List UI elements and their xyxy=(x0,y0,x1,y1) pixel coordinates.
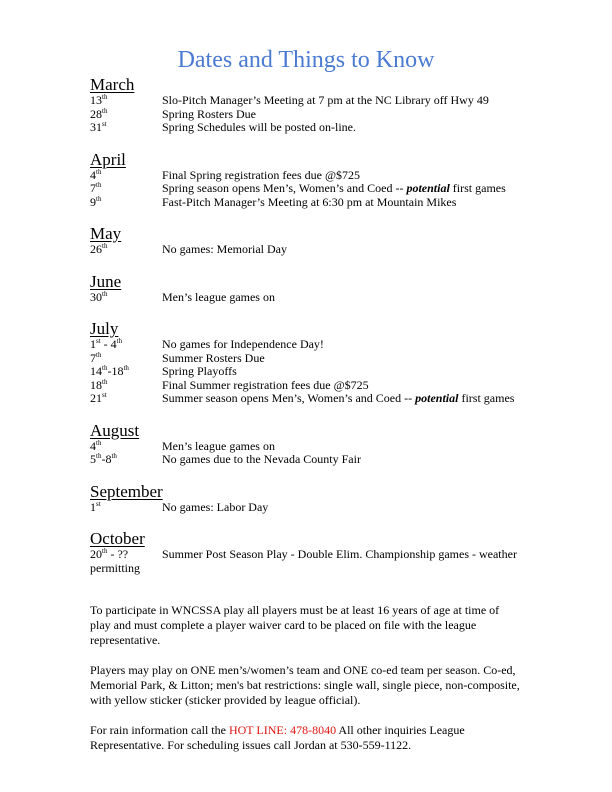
date-suffix: th xyxy=(96,438,102,447)
month-section-march xyxy=(90,76,540,135)
event-date xyxy=(90,501,101,515)
event-row xyxy=(90,338,540,352)
date-suffix: th xyxy=(102,106,108,115)
event-description: Summer Post Season Play - Double Elim. Championship games - weather xyxy=(162,547,517,561)
date-day: 18 xyxy=(90,377,102,392)
date-suffix: st xyxy=(96,499,101,508)
month-section-may xyxy=(90,225,540,257)
event-description: Slo-Pitch Manager’s Meeting at 7 pm at the NC Library off Hwy 49 xyxy=(162,93,489,107)
event-description: No games: Memorial Day xyxy=(162,242,287,256)
event-description: Spring Rosters Due xyxy=(162,106,256,121)
event-date xyxy=(90,196,101,210)
date-day: 30 xyxy=(90,289,102,304)
date-day-end: 18 xyxy=(111,364,124,378)
month-section-august xyxy=(90,422,540,467)
month-heading: March xyxy=(90,75,135,94)
event-row xyxy=(90,169,540,183)
date-range-separator: - xyxy=(107,364,112,378)
eligibility-note: To participate in WNCSSA play all players must be at least 16 years of age at time of play and must complete a player waiver card to be placed on file with the league representative. xyxy=(90,603,500,647)
date-range-separator: - xyxy=(100,337,111,351)
event-description: Men’s league games on xyxy=(162,289,275,304)
date-day-end: 4 xyxy=(110,337,117,351)
notes xyxy=(90,603,520,768)
date-day: 13 xyxy=(90,93,102,107)
date-suffix: th xyxy=(102,289,108,298)
event-description xyxy=(90,182,540,196)
date-day: 4 xyxy=(90,438,96,453)
date-suffix: th xyxy=(96,452,102,460)
date-day: 1 xyxy=(90,337,96,351)
event-row xyxy=(90,379,540,393)
event-emphasis: potential xyxy=(406,181,450,195)
month-section-september xyxy=(90,483,540,515)
months-list xyxy=(90,76,540,591)
contact-text-before: For rain information call the xyxy=(90,723,229,737)
event-row xyxy=(90,121,540,135)
date-suffix-end: th xyxy=(123,364,129,372)
date-suffix: th xyxy=(102,93,108,101)
month-heading: August xyxy=(90,420,140,440)
date-suffix: th xyxy=(102,547,108,555)
event-text-before: Spring season opens Men’s, Women’s and Coed -- xyxy=(162,181,407,195)
event-date xyxy=(90,379,107,393)
event-text-before: Summer season opens Men’s, Women’s and Coed -- xyxy=(162,391,416,405)
date-suffix: th xyxy=(102,364,108,372)
date-suffix: th xyxy=(96,350,102,359)
event-date xyxy=(90,392,107,406)
event-description xyxy=(90,392,540,406)
month-heading: June xyxy=(90,271,122,291)
event-row xyxy=(90,182,540,196)
date-day: 9 xyxy=(90,194,96,209)
date-suffix: st xyxy=(96,337,101,345)
date-day-end: ?? xyxy=(117,547,129,561)
event-row xyxy=(90,392,540,406)
event-description: No games due to the Nevada County Fair xyxy=(162,452,361,466)
event-row xyxy=(90,440,540,454)
month-heading: April xyxy=(90,149,126,169)
event-description: No games for Independence Day! xyxy=(162,337,324,351)
event-date xyxy=(90,453,117,467)
event-description: No games: Labor Day xyxy=(162,499,269,514)
date-day: 20 xyxy=(90,547,102,561)
event-row xyxy=(90,243,540,257)
event-date xyxy=(90,338,122,352)
event-description: Spring Playoffs xyxy=(162,364,237,378)
event-row xyxy=(90,548,540,562)
date-suffix: th xyxy=(102,242,108,250)
month-heading: May xyxy=(90,224,122,243)
team-restrictions-note: Players may play on ONE men’s/women’s team and ONE co-ed team per season. Co-ed, Memorial Park, & Litton; men's bat restrictions: single wall, single piece, non-composite, with yellow sticker (sticker provided by league official). xyxy=(90,663,520,707)
event-date xyxy=(90,291,107,305)
event-row xyxy=(90,291,540,305)
event-row xyxy=(90,453,540,467)
date-suffix-end: th xyxy=(111,452,117,460)
event-description: Final Spring registration fees due @$725 xyxy=(162,167,361,182)
date-day: 21 xyxy=(90,391,102,405)
date-day-end: 8 xyxy=(105,452,112,466)
month-heading: July xyxy=(90,319,119,338)
event-row xyxy=(90,365,540,379)
date-day: 4 xyxy=(90,167,96,182)
date-suffix: th xyxy=(96,181,102,189)
event-description: Summer Rosters Due xyxy=(162,350,265,365)
event-row xyxy=(90,108,540,122)
event-emphasis: potential xyxy=(415,391,459,405)
event-text-after: first games xyxy=(449,181,506,195)
date-day: 5 xyxy=(90,452,96,466)
hotline-text: HOT LINE: 478-8040 xyxy=(228,723,337,737)
event-date xyxy=(90,243,107,257)
event-text-after: first games xyxy=(458,391,515,405)
date-suffix: st xyxy=(102,120,107,128)
event-description: Fast-Pitch Manager’s Meeting at 6:30 pm at Mountain Mikes xyxy=(162,194,457,209)
event-continuation: permitting xyxy=(90,560,140,575)
event-description: Men’s league games on xyxy=(162,438,275,453)
event-date xyxy=(90,94,107,108)
event-row xyxy=(90,501,540,515)
page-title: Dates and Things to Know xyxy=(177,47,435,73)
event-description: Spring Schedules will be posted on-line. xyxy=(162,120,356,134)
date-day: 7 xyxy=(90,181,96,195)
month-section-june xyxy=(90,273,540,305)
event-row xyxy=(90,196,540,210)
event-date xyxy=(90,365,129,379)
event-date xyxy=(90,121,107,135)
month-heading: September xyxy=(90,481,163,501)
month-heading: October xyxy=(90,529,145,548)
event-row xyxy=(90,352,540,366)
event-date xyxy=(90,352,101,366)
date-day: 14 xyxy=(90,364,102,378)
event-description: Final Summer registration fees due @$725 xyxy=(162,377,369,392)
month-section-july xyxy=(90,320,540,406)
date-suffix: th xyxy=(96,167,102,176)
date-day: 28 xyxy=(90,106,102,121)
event-date xyxy=(90,440,101,454)
date-day: 31 xyxy=(90,120,102,134)
date-day: 1 xyxy=(90,499,96,514)
event-date xyxy=(90,548,128,562)
date-suffix: th xyxy=(102,377,108,386)
month-section-april xyxy=(90,151,540,210)
event-row xyxy=(90,94,540,108)
event-date xyxy=(90,182,101,196)
date-suffix-end: th xyxy=(116,337,123,345)
date-suffix: th xyxy=(96,194,102,203)
event-date xyxy=(90,169,101,183)
date-range-separator: - xyxy=(101,452,106,466)
date-range-separator: - xyxy=(107,547,118,561)
event-date xyxy=(90,108,107,122)
contact-text-after: All other inquiries League Representative. For scheduling issues call Jordan at 530-559-1122. xyxy=(90,723,465,752)
contact-note xyxy=(90,723,520,753)
date-suffix: st xyxy=(102,391,107,399)
month-section-october xyxy=(90,530,540,575)
date-day: 7 xyxy=(90,350,96,365)
date-day: 26 xyxy=(90,242,102,256)
